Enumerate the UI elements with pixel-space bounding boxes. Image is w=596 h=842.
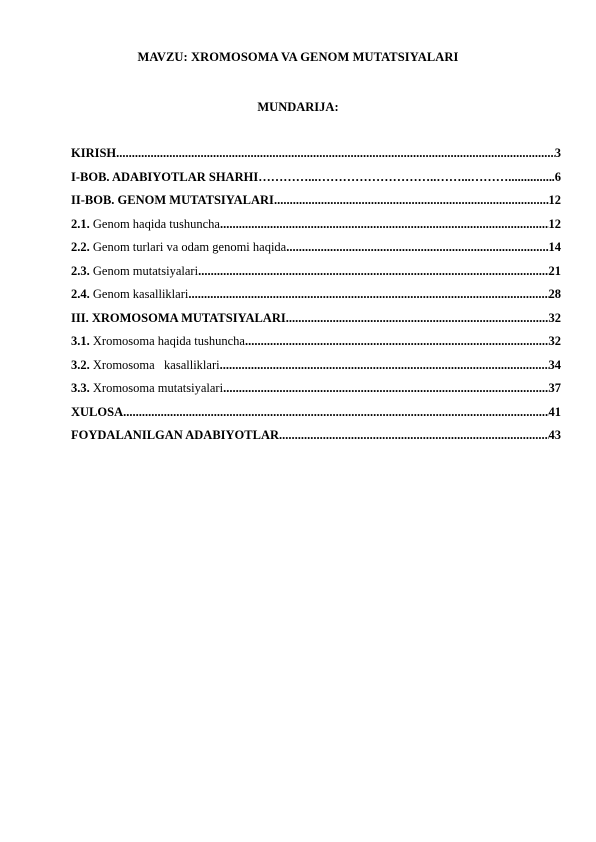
toc-entry-ii-bob[interactable] — [71, 193, 561, 217]
toc-page-number: 43 — [548, 428, 561, 442]
toc-entry-i-bob[interactable] — [71, 170, 561, 194]
toc-entry-adabiyotlar[interactable] — [71, 428, 561, 452]
toc-entry-3-2[interactable] — [71, 358, 561, 382]
document-title: MAVZU: XROMOSOMA VA GENOM MUTATSIYALARI — [137, 50, 459, 64]
toc-entry-label: FOYDALANILGAN ADABIYOTLAR — [71, 428, 280, 442]
toc-page-number: 32 — [548, 310, 561, 325]
toc-leader-dots — [220, 217, 549, 232]
table-of-contents — [71, 146, 561, 452]
toc-entry-label: KIRISH — [71, 146, 117, 160]
toc-leader-dots — [279, 428, 548, 443]
toc-entry-label: III. XROMOSOMA MUTATSIYALARI — [71, 310, 286, 325]
toc-entry-text: Genom mutatsiyalari — [89, 263, 199, 278]
toc-entry-number: 3.3. — [71, 381, 90, 395]
toc-page-number: 12 — [548, 193, 561, 207]
toc-entry-number: 2.2. — [71, 240, 90, 254]
toc-page-number: 28 — [548, 287, 561, 301]
toc-entry-number: 2.3. — [71, 263, 90, 278]
toc-entry-number: 3.2. — [71, 357, 90, 372]
toc-entry-label: II-BOB. GENOM MUTATSIYALARI — [71, 193, 274, 207]
toc-leader-dots — [116, 146, 555, 161]
toc-page-number: 34 — [548, 357, 561, 372]
toc-page-number: 3 — [554, 146, 561, 160]
toc-entry-number: 2.1. — [71, 216, 90, 231]
toc-entry-number: 2.4. — [71, 287, 90, 301]
toc-entry-label — [71, 287, 188, 302]
toc-entry-2-1[interactable] — [71, 217, 561, 241]
toc-leader-dots — [286, 240, 548, 255]
toc-page-number: 12 — [548, 216, 561, 231]
toc-entry-label — [71, 358, 220, 373]
toc-page-number: 37 — [548, 381, 561, 395]
toc-entry-kirish[interactable] — [71, 146, 561, 170]
toc-entry-text: Genom haqida tushuncha — [89, 216, 220, 231]
toc-leader-dots — [123, 405, 548, 420]
toc-entry-label: I-BOB. ADABIYOTLAR SHARHI — [71, 169, 259, 184]
toc-leader-dots — [188, 287, 548, 302]
toc-entry-label — [71, 381, 223, 396]
toc-leader-dots — [245, 334, 549, 349]
toc-page-number: 21 — [548, 263, 561, 278]
toc-entry-label — [71, 334, 245, 349]
toc-entry-3-3[interactable] — [71, 381, 561, 405]
toc-leader-dots — [223, 381, 548, 396]
toc-leader-dots — [274, 193, 549, 208]
toc-leader-dots — [286, 311, 549, 326]
toc-page-number: 32 — [548, 334, 561, 348]
toc-entry-label — [71, 240, 286, 255]
toc-entry-iii[interactable] — [71, 311, 561, 335]
toc-entry-xulosa[interactable] — [71, 405, 561, 429]
toc-entry-3-1[interactable] — [71, 334, 561, 358]
toc-entry-text: Genom kasalliklari — [89, 287, 189, 301]
toc-page-number: 41 — [548, 404, 561, 419]
toc-entry-text: Xromosoma haqida tushuncha — [89, 334, 245, 348]
toc-entry-text: Genom turlari va odam genomi haqida — [89, 240, 287, 254]
toc-leader-dots — [258, 170, 551, 185]
toc-entry-label — [71, 217, 220, 232]
toc-entry-label — [71, 264, 198, 279]
toc-entry-text: Xromosoma kasalliklari — [89, 357, 220, 372]
toc-entry-label: XULOSA — [71, 404, 124, 419]
toc-heading: MUNDARIJA: — [257, 100, 339, 114]
toc-entry-2-4[interactable] — [71, 287, 561, 311]
toc-leader-dots — [198, 264, 548, 279]
toc-entry-2-3[interactable] — [71, 264, 561, 288]
toc-entry-2-2[interactable] — [71, 240, 561, 264]
toc-page-number: .6 — [551, 169, 561, 184]
toc-leader-dots — [220, 358, 549, 373]
toc-entry-number: 3.1. — [71, 334, 90, 348]
toc-entry-text: Xromosoma mutatsiyalari — [89, 381, 224, 395]
toc-page-number: 14 — [548, 240, 561, 254]
